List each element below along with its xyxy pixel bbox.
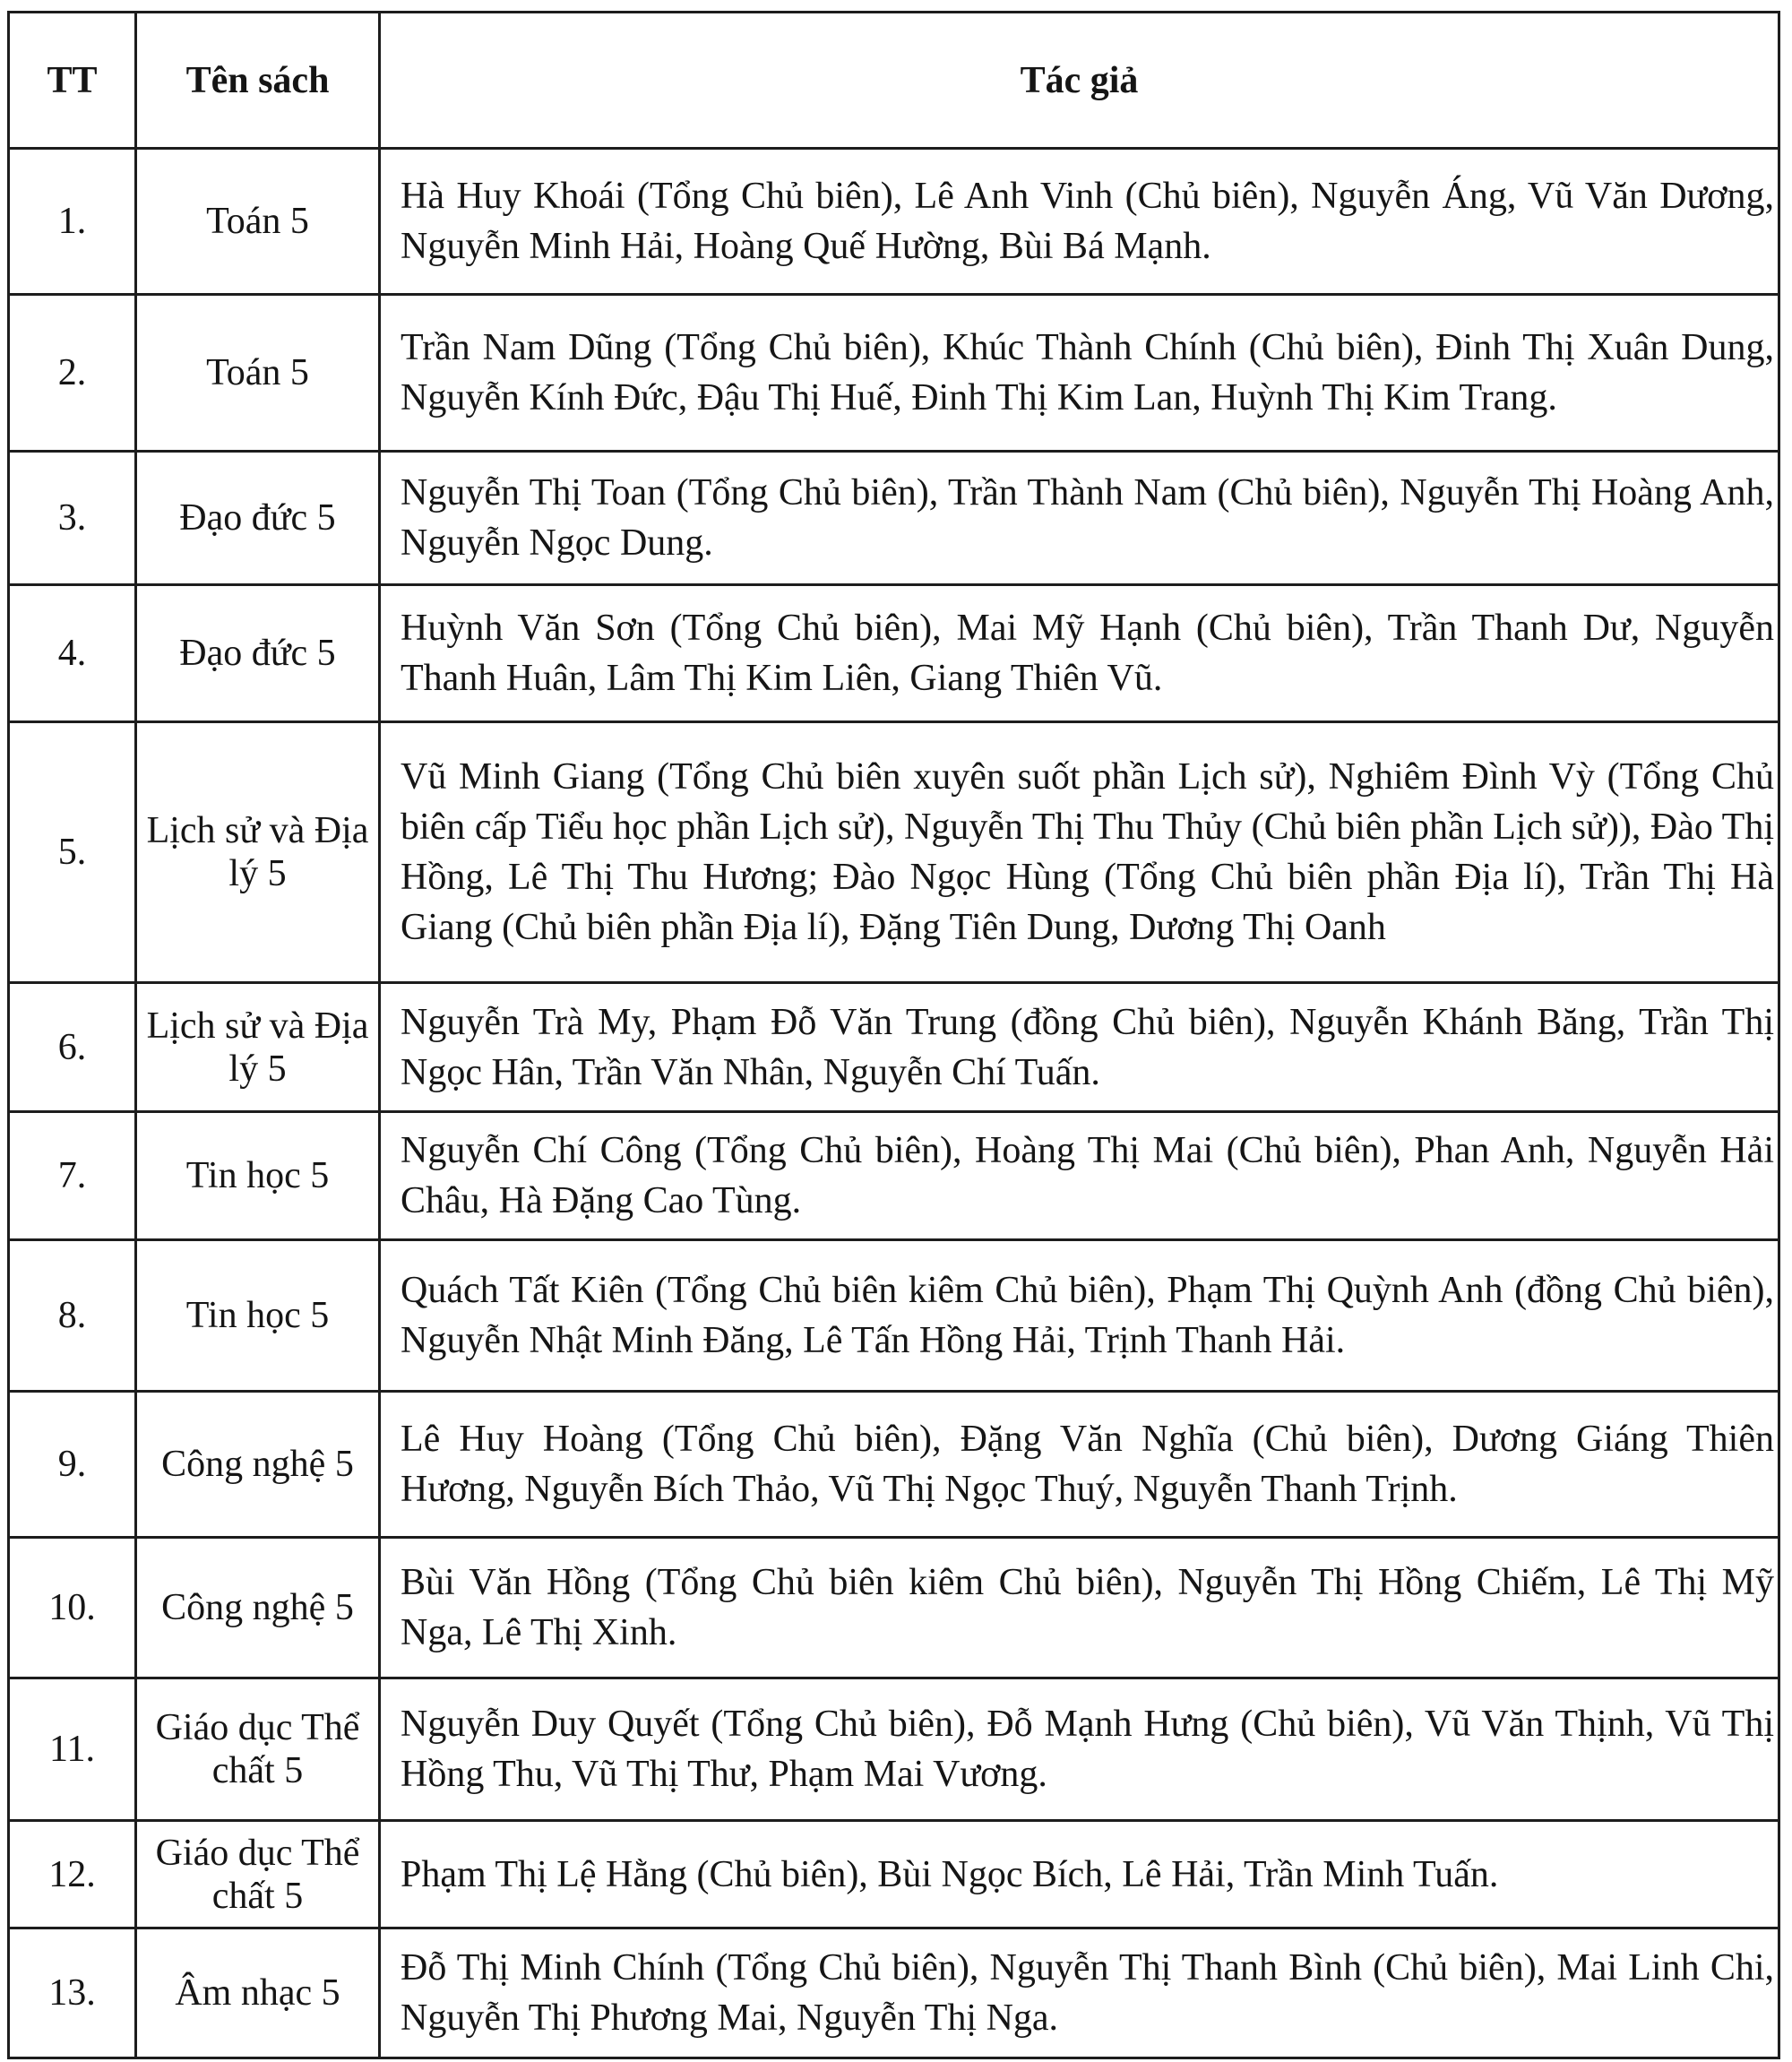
row-number: 3. — [9, 452, 136, 585]
table-row — [9, 722, 1779, 983]
book-title: Đạo đức 5 — [136, 585, 380, 722]
row-number: 11. — [9, 1678, 136, 1821]
row-number: 13. — [9, 1928, 136, 2058]
row-number: 12. — [9, 1821, 136, 1928]
table-row — [9, 1112, 1779, 1240]
table-row — [9, 149, 1779, 295]
row-number: 5. — [9, 722, 136, 983]
book-title: Lịch sử và Địa lý 5 — [136, 983, 380, 1112]
authors: Bùi Văn Hồng (Tổng Chủ biên kiêm Chủ biên), Nguyễn Thị Hồng Chiếm, Lê Thị Mỹ Nga, Lê Thị Xinh. — [380, 1538, 1779, 1678]
table-row — [9, 295, 1779, 452]
header-tt: TT — [9, 13, 136, 149]
authors: Đỗ Thị Minh Chính (Tổng Chủ biên), Nguyễn Thị Thanh Bình (Chủ biên), Mai Linh Chi, Nguyễn Thị Phương Mai, Nguyễn Thị Nga. — [380, 1928, 1779, 2058]
table-row — [9, 983, 1779, 1112]
authors: Vũ Minh Giang (Tổng Chủ biên xuyên suốt phần Lịch sử), Nghiêm Đình Vỳ (Tổng Chủ biên cấp Tiểu học phần Lịch sử), Nguyễn Thị Thu Thủy (Chủ biên phần Lịch sử)), Đào Thị Hồng, Lê Thị Thu Hương; Đào Ngọc Hùng (Tổng Chủ biên phần Địa lí), Trần Thị Hà Giang (Chủ biên phần Địa lí), Đặng Tiên Dung, Dương Thị Oanh — [380, 722, 1779, 983]
authors: Nguyễn Trà My, Phạm Đỗ Văn Trung (đồng Chủ biên), Nguyễn Khánh Băng, Trần Thị Ngọc Hân, Trần Văn Nhân, Nguyễn Chí Tuấn. — [380, 983, 1779, 1112]
row-number: 10. — [9, 1538, 136, 1678]
header-author: Tác giả — [380, 13, 1779, 149]
table-row — [9, 1928, 1779, 2058]
book-title: Giáo dục Thể chất 5 — [136, 1678, 380, 1821]
row-number: 8. — [9, 1240, 136, 1392]
book-title: Công nghệ 5 — [136, 1538, 380, 1678]
authors: Nguyễn Chí Công (Tổng Chủ biên), Hoàng Thị Mai (Chủ biên), Phan Anh, Nguyễn Hải Châu, Hà Đặng Cao Tùng. — [380, 1112, 1779, 1240]
authors: Trần Nam Dũng (Tổng Chủ biên), Khúc Thành Chính (Chủ biên), Đinh Thị Xuân Dung, Nguyễn Kính Đức, Đậu Thị Huế, Đinh Thị Kim Lan, Huỳnh Thị Kim Trang. — [380, 295, 1779, 452]
authors: Nguyễn Thị Toan (Tổng Chủ biên), Trần Thành Nam (Chủ biên), Nguyễn Thị Hoàng Anh, Nguyễn Ngọc Dung. — [380, 452, 1779, 585]
authors: Lê Huy Hoàng (Tổng Chủ biên), Đặng Văn Nghĩa (Chủ biên), Dương Giáng Thiên Hương, Nguyễn Bích Thảo, Vũ Thị Ngọc Thuý, Nguyễn Thanh Trịnh. — [380, 1392, 1779, 1538]
authors: Quách Tất Kiên (Tổng Chủ biên kiêm Chủ biên), Phạm Thị Quỳnh Anh (đồng Chủ biên), Nguyễn Nhật Minh Đăng, Lê Tấn Hồng Hải, Trịnh Thanh Hải. — [380, 1240, 1779, 1392]
book-title: Đạo đức 5 — [136, 452, 380, 585]
table-row — [9, 585, 1779, 722]
table-row — [9, 452, 1779, 585]
table-row — [9, 1392, 1779, 1538]
book-title: Toán 5 — [136, 295, 380, 452]
row-number: 6. — [9, 983, 136, 1112]
table-row — [9, 1240, 1779, 1392]
authors: Nguyễn Duy Quyết (Tổng Chủ biên), Đỗ Mạnh Hưng (Chủ biên), Vũ Văn Thịnh, Vũ Thị Hồng Thu, Vũ Thị Thư, Phạm Mai Vương. — [380, 1678, 1779, 1821]
book-title: Công nghệ 5 — [136, 1392, 380, 1538]
row-number: 9. — [9, 1392, 136, 1538]
book-title: Giáo dục Thể chất 5 — [136, 1821, 380, 1928]
book-title: Toán 5 — [136, 149, 380, 295]
row-number: 2. — [9, 295, 136, 452]
book-title: Âm nhạc 5 — [136, 1928, 380, 2058]
book-title: Tin học 5 — [136, 1240, 380, 1392]
row-number: 7. — [9, 1112, 136, 1240]
table-row — [9, 1821, 1779, 1928]
row-number: 4. — [9, 585, 136, 722]
book-title: Tin học 5 — [136, 1112, 380, 1240]
authors: Phạm Thị Lệ Hằng (Chủ biên), Bùi Ngọc Bích, Lê Hải, Trần Minh Tuấn. — [380, 1821, 1779, 1928]
row-number: 1. — [9, 149, 136, 295]
authors: Hà Huy Khoái (Tổng Chủ biên), Lê Anh Vinh (Chủ biên), Nguyễn Áng, Vũ Văn Dương, Nguyễn Minh Hải, Hoàng Quế Hường, Bùi Bá Mạnh. — [380, 149, 1779, 295]
table-row — [9, 1678, 1779, 1821]
textbook-authors-table — [7, 11, 1780, 2059]
book-title: Lịch sử và Địa lý 5 — [136, 722, 380, 983]
header-book-title: Tên sách — [136, 13, 380, 149]
table-row — [9, 1538, 1779, 1678]
authors: Huỳnh Văn Sơn (Tổng Chủ biên), Mai Mỹ Hạnh (Chủ biên), Trần Thanh Dư, Nguyễn Thanh Huân, Lâm Thị Kim Liên, Giang Thiên Vũ. — [380, 585, 1779, 722]
table-header-row — [9, 13, 1779, 149]
